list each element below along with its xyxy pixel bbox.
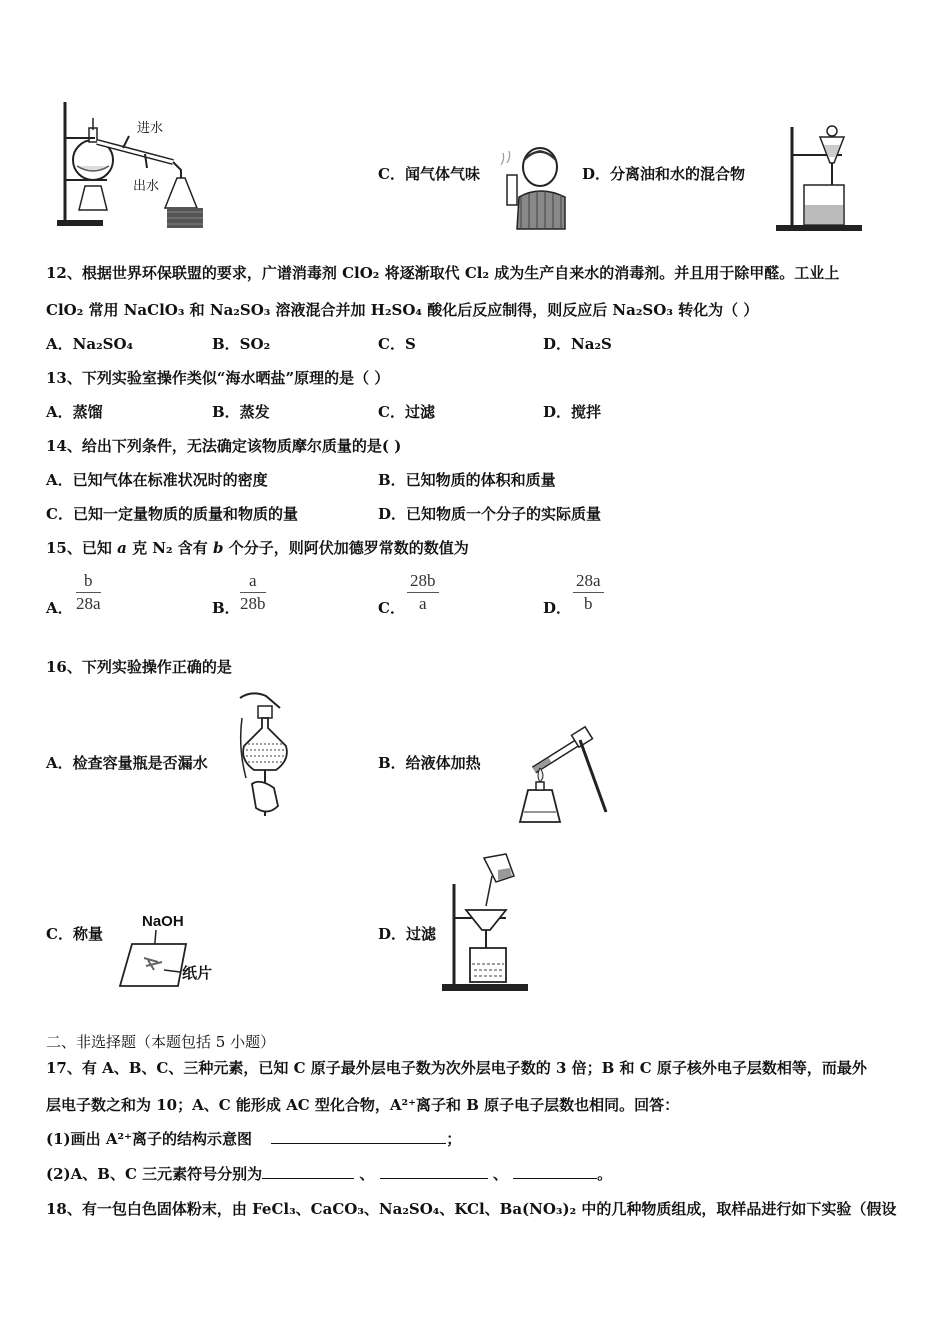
q15-option-d-label: D． [543,599,572,617]
q17-stem-line1: 17、有 A、B、C、三种元素，已知 C 原子最外层电子数为次外层电子数的 3 倍；B 和 C 原子核外电子层数相等，而最外 [46,1059,867,1077]
q13-option-c: C．过滤 [378,403,435,421]
q17-stem-line2: 层电子数之和为 10；A、C 能形成 AC 型化合物，A²⁺离子和 B 原子电子层数也相同。回答： [46,1096,680,1114]
volumetric-flask-check-figure [232,688,294,833]
q11-option-d: D．分离油和水的混合物 [582,165,746,183]
q16-option-d: D．过滤 [378,925,437,943]
q15-option-d-fraction [573,570,604,615]
q15-stem-pre: 15、已知 [46,539,118,557]
q17-sub2-sep1: 、 [359,1165,375,1183]
q15-option-b-denominator: 28b [240,594,266,613]
q12-option-b: B．SO₂ [212,335,271,353]
q15-option-a-denominator: 28a [76,594,101,613]
q15-option-a-fraction [76,570,101,615]
q17-sub2 [46,1163,612,1184]
q15-option-b-fraction [240,570,266,615]
q17-sub1-answer-blank[interactable] [271,1129,446,1144]
q11-option-c: C．闻气体气味 [378,165,480,183]
section2-title: 二、非选择题（本题包括 5 小题） [46,1033,276,1051]
q17-sub2-blank-c[interactable] [513,1164,597,1179]
q15-var-b: b [213,539,224,557]
q13-option-d: D．搅拌 [543,403,602,421]
q15-option-b-numerator: a [240,570,266,593]
smell-gas-figure [495,145,570,230]
q15-stem-post: 个分子，则阿伏加德罗常数的数值为 [223,539,469,557]
q16-stem: 16、下列实验操作正确的是 [46,658,232,676]
q16-option-a: A．检查容量瓶是否漏水 [46,754,208,772]
q14-option-a: A．已知气体在标准状况时的密度 [46,471,268,489]
filtration-figure [440,850,530,994]
q15-var-a: a [117,539,127,557]
q12-option-c: C．S [378,335,416,353]
q12-option-d: D．Na₂S [543,335,612,353]
q16-option-b: B．给液体加热 [378,754,481,772]
q15-option-c-denominator: a [418,594,427,613]
q15-option-d-numerator: 28a [573,570,604,593]
q15-option-c-numerator: 28b [407,570,439,593]
q15-option-b-label: B． [212,599,240,617]
q15-option-c-fraction [407,570,439,615]
q17-sub2-blank-b[interactable] [380,1164,488,1179]
q13-stem: 13、下列实验室操作类似“海水晒盐”原理的是（ ） [46,369,390,387]
q17-sub1-end: ； [446,1130,462,1148]
fig-label-paper: 纸片 [182,965,213,982]
q15-stem [46,537,469,558]
q17-sub2-sep2: 、 [492,1165,508,1183]
q15-option-c-label: C． [378,599,405,617]
q17-sub1-text: (1)画出 A²⁺离子的结构示意图 [46,1130,252,1148]
heating-liquid-figure [510,724,615,829]
fig-label-water-out: 出水 [133,179,160,194]
q14-stem: 14、给出下列条件，无法确定该物质摩尔质量的是( ) [46,437,402,455]
q14-option-b: B．已知物质的体积和质量 [378,471,556,489]
distillation-apparatus-figure [55,98,215,230]
q18-stem-line1: 18、有一包白色固体粉末，由 FeCl₃、CaCO₃、Na₂SO₄、KCl、Ba(NO₃)₂ 中的几种物质组成，取样品进行如下实验（假设 [46,1200,897,1218]
weighing-naoh-figure [118,910,226,992]
fig-label-naoh: NaOH [142,913,184,930]
q15-option-a-label: A． [46,599,73,617]
q15-option-a-numerator: b [76,570,101,593]
q12-stem-line1: 12、根据世界环保联盟的要求，广谱消毒剂 ClO₂ 将逐渐取代 Cl₂ 成为生产自来水的消毒剂。并且用于除甲醛。工业上 [46,264,840,282]
fig-label-water-in: 进水 [137,121,164,136]
q13-option-a: A．蒸馏 [46,403,103,421]
q16-option-c: C．称量 [46,925,103,943]
q17-sub2-blank-a[interactable] [262,1164,354,1179]
q15-stem-mid: 克 N₂ 含有 [126,539,214,557]
q14-option-c: C．已知一定量物质的质量和物质的量 [46,505,298,523]
q13-option-b: B．蒸发 [212,403,270,421]
q17-sub2-text: (2)A、B、C 三元素符号分别为 [46,1165,263,1183]
q12-stem-line2: ClO₂ 常用 NaClO₃ 和 Na₂SO₃ 溶液混合并加 H₂SO₄ 酸化后反应制得，则反应后 Na₂SO₃ 转化为（ ） [46,301,759,319]
q15-option-d-denominator: b [584,594,593,613]
q17-sub2-end: 。 [597,1165,613,1183]
q12-option-a: A．Na₂SO₄ [46,335,134,353]
q17-sub1 [46,1128,461,1149]
q14-option-d: D．已知物质一个分子的实际质量 [378,505,602,523]
separatory-funnel-figure [772,123,867,233]
